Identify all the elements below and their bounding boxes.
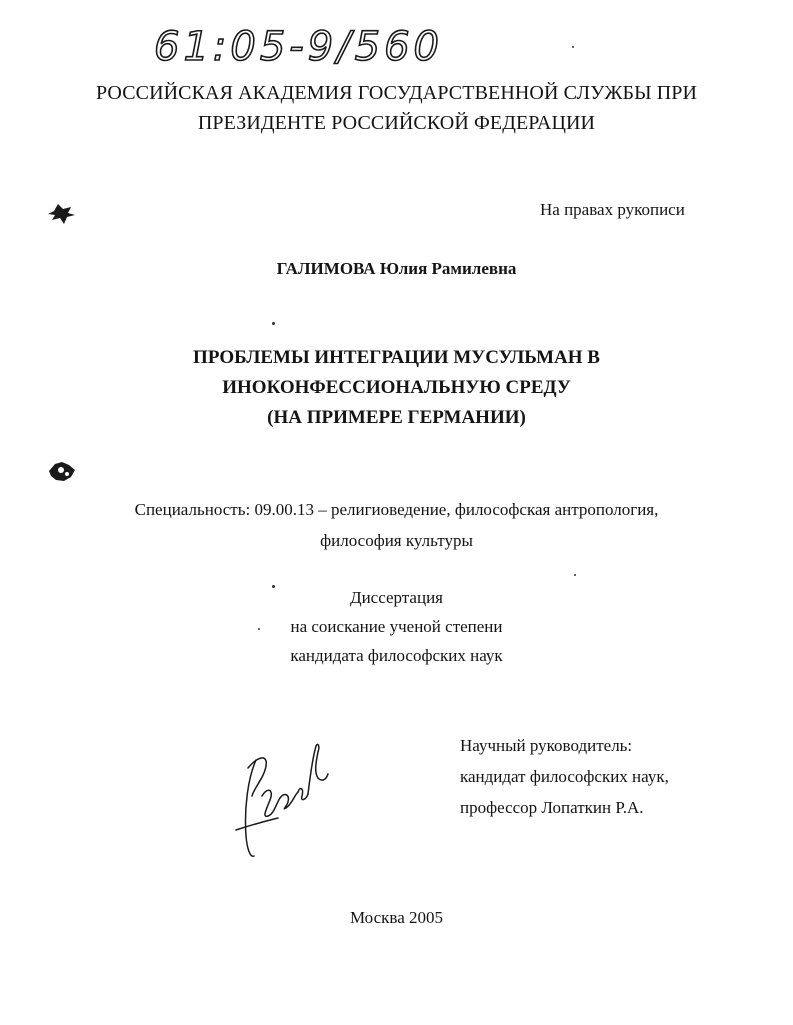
organization-line-2: ПРЕЗИДЕНТЕ РОССИЙСКОЙ ФЕДЕРАЦИИ (197, 112, 596, 134)
scan-speck (574, 574, 576, 576)
dissertation-title (0, 343, 793, 433)
degree-line-2: на соискание ученой степени (290, 617, 503, 636)
archive-number-text: 61:05-9/560 (154, 24, 443, 70)
handwritten-archive-number (150, 14, 450, 74)
degree-block (0, 583, 793, 670)
specialty-block (0, 494, 793, 556)
handwritten-signature (228, 738, 338, 868)
author-name (0, 259, 793, 279)
scan-speck (258, 628, 260, 630)
title-line-3: (НА ПРИМЕРЕ ГЕРМАНИИ) (267, 407, 526, 428)
degree-line-1: Диссертация (349, 588, 443, 607)
supervisor-line-1: Научный руководитель: (460, 736, 633, 755)
author-given-names: Юлия Рамилевна (379, 259, 517, 278)
degree-line-3: кандидата философских наук (290, 646, 503, 665)
scan-speck (572, 46, 574, 48)
manuscript-rights-note: На правах рукописи (540, 200, 685, 219)
scan-speck (272, 585, 275, 588)
title-line-2: ИНОКОНФЕССИОНАЛЬНУЮ СРЕДУ (222, 377, 571, 398)
specialty-line-1: Специальность: 09.00.13 – религиоведение, философская антропология, (134, 500, 659, 519)
ink-blot-mark (44, 198, 78, 233)
title-line-1: ПРОБЛЕМЫ ИНТЕГРАЦИИ МУСУЛЬМАН В (193, 347, 600, 368)
supervisor-block (460, 730, 669, 823)
organization-line-1: РОССИЙСКАЯ АКАДЕМИЯ ГОСУДАРСТВЕННОЙ СЛУЖБЫ ПРИ (95, 82, 698, 104)
supervisor-line-3: профессор Лопаткин Р.А. (460, 798, 644, 817)
specialty-line-2: философия культуры (320, 531, 473, 550)
supervisor-line-2: кандидат философских наук, (460, 767, 669, 786)
author-surname: ГАЛИМОВА (276, 259, 376, 278)
scan-speck (272, 322, 275, 325)
city-year: Москва 2005 (349, 908, 444, 927)
ink-blot-mark (44, 456, 80, 491)
organization-header (0, 78, 793, 138)
